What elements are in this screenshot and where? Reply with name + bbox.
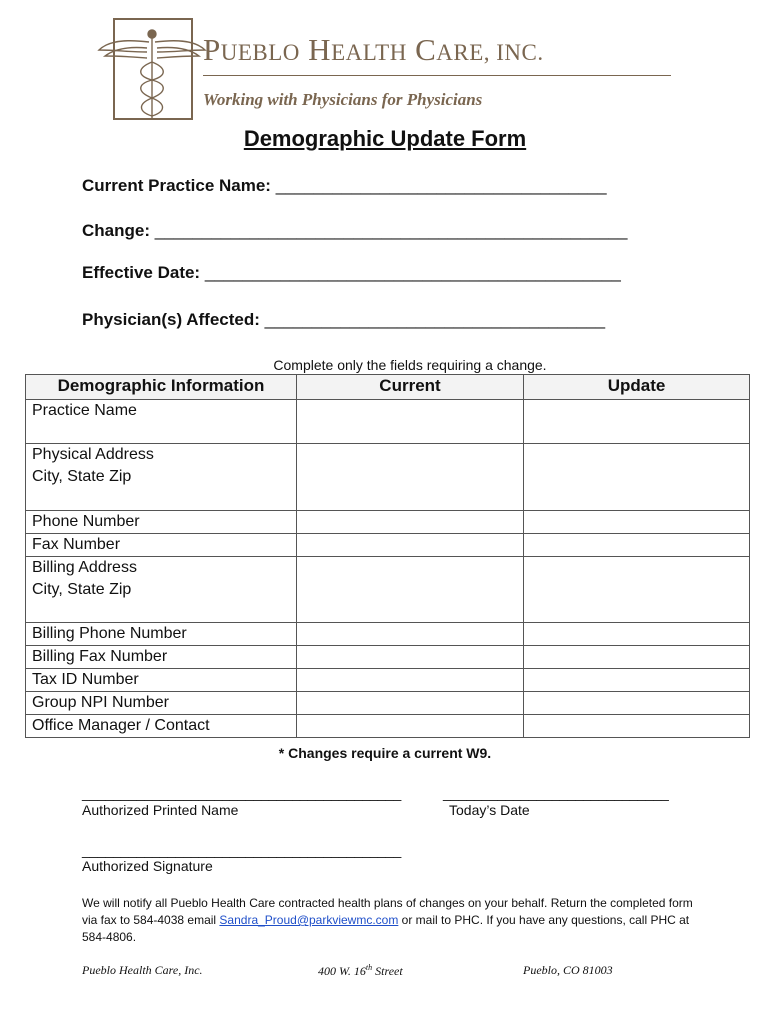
effective-date-blank[interactable]: ____________________________________________ — [204, 263, 621, 282]
current-cell[interactable] — [297, 669, 524, 692]
table-row — [26, 444, 750, 511]
current-practice-blank[interactable]: ___________________________________ — [275, 176, 607, 195]
table-row — [26, 646, 750, 669]
w9-requirement-note: * Changes require a current W9. — [278, 745, 492, 761]
footer-city: Pueblo, CO 81003 — [523, 963, 613, 977]
current-cell[interactable] — [297, 400, 524, 444]
table-row — [26, 715, 750, 738]
table-instructions: Complete only the fields requiring a change. — [273, 357, 547, 373]
printed-name-line[interactable]: _________________________________________ — [82, 785, 402, 801]
footer-company: Pueblo Health Care, Inc. — [82, 963, 203, 977]
todays-date-line[interactable]: _____________________________ — [443, 785, 669, 801]
update-cell[interactable] — [524, 444, 750, 511]
logo-tagline: Working with Physicians for Physicians — [203, 90, 483, 109]
logo-divider — [203, 75, 671, 76]
update-cell[interactable] — [524, 715, 750, 738]
current-cell[interactable] — [297, 511, 524, 534]
email-link[interactable]: Sandra_Proud@parkviewmc.com — [219, 913, 399, 927]
table-row — [26, 400, 750, 444]
header-update: Update — [524, 375, 750, 400]
table-header-row — [26, 375, 750, 400]
update-cell[interactable] — [524, 692, 750, 715]
table-row — [26, 692, 750, 715]
todays-date-label: Today’s Date — [449, 802, 530, 818]
page-title: Demographic Update Form — [243, 126, 527, 151]
row-label: Office Manager / Contact — [26, 715, 297, 738]
printed-name-label: Authorized Printed Name — [82, 802, 239, 818]
notice-paragraph: We will notify all Pueblo Health Care contracted health plans of changes on your behalf. Return the completed form via fax to 584-4038 email Sandra_Proud@parkviewmc.com or mail to PHC. If you have any questions, call PHC at 584-4806. — [82, 896, 693, 944]
effective-date-label: Effective Date: — [82, 263, 201, 282]
current-cell[interactable] — [297, 715, 524, 738]
row-label: Billing Address City, State Zip — [26, 557, 297, 623]
table-row — [26, 623, 750, 646]
physicians-affected-label: Physician(s) Affected: — [82, 310, 260, 329]
update-cell[interactable] — [524, 557, 750, 623]
signature-label: Authorized Signature — [82, 858, 213, 874]
current-practice-label: Current Practice Name: — [82, 176, 271, 195]
update-cell[interactable] — [524, 511, 750, 534]
update-cell[interactable] — [524, 534, 750, 557]
row-label: Fax Number — [26, 534, 297, 557]
current-cell[interactable] — [297, 444, 524, 511]
row-label: Billing Fax Number — [26, 646, 297, 669]
physicians-affected-field[interactable] — [82, 310, 605, 330]
table-row — [26, 511, 750, 534]
header-demographic-information: Demographic Information — [26, 375, 297, 400]
table-row — [26, 534, 750, 557]
row-label: Billing Phone Number — [26, 623, 297, 646]
signature-line[interactable]: _________________________________________ — [82, 842, 402, 858]
table-row — [26, 557, 750, 623]
row-label: Physical Address City, State Zip — [26, 444, 297, 511]
change-field[interactable] — [82, 221, 627, 241]
footer-address: 400 W. 16th Street — [318, 963, 403, 978]
row-label: Tax ID Number — [26, 669, 297, 692]
table-row — [26, 669, 750, 692]
header-current: Current — [297, 375, 524, 400]
row-label: Group NPI Number — [26, 692, 297, 715]
current-cell[interactable] — [297, 646, 524, 669]
current-cell[interactable] — [297, 623, 524, 646]
update-cell[interactable] — [524, 400, 750, 444]
update-cell[interactable] — [524, 646, 750, 669]
current-cell[interactable] — [297, 692, 524, 715]
effective-date-field[interactable] — [82, 263, 621, 283]
update-cell[interactable] — [524, 669, 750, 692]
demographic-table — [25, 374, 750, 738]
change-blank[interactable]: __________________________________________________ — [154, 221, 628, 240]
physicians-affected-blank[interactable]: ____________________________________ — [264, 310, 606, 329]
company-logo-name: PUEBLO HEALTH CARE, INC. — [203, 32, 544, 67]
caduceus-logo-icon — [97, 28, 207, 128]
current-cell[interactable] — [297, 557, 524, 623]
update-cell[interactable] — [524, 623, 750, 646]
row-label: Practice Name — [26, 400, 297, 444]
row-label: Phone Number — [26, 511, 297, 534]
change-label: Change: — [82, 221, 150, 240]
current-cell[interactable] — [297, 534, 524, 557]
current-practice-field[interactable] — [82, 176, 607, 196]
